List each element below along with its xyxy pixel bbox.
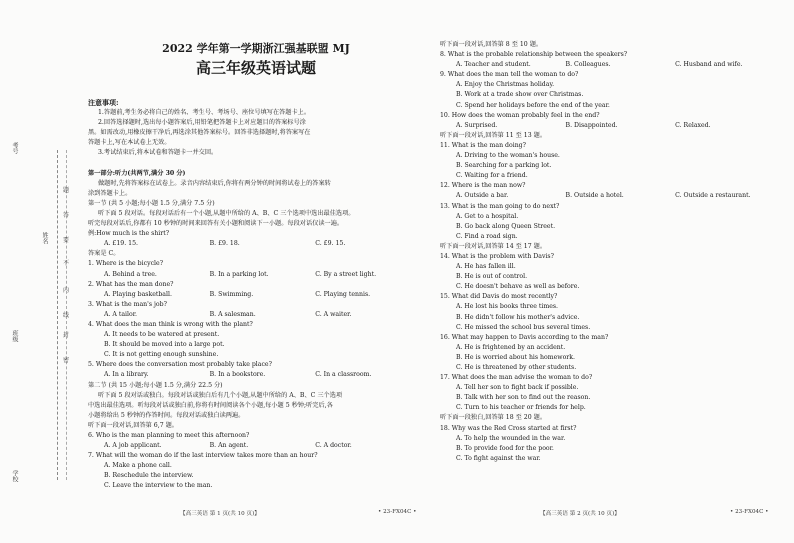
option: C. Spend her holidays before the end of the year. [456, 101, 610, 109]
question-list [440, 141, 788, 242]
option: C. A doctor. [315, 442, 352, 450]
section2-intro: 小题将给出 5 秒钟的作答时间。每段对话或独白读两遍。 [88, 411, 245, 419]
question-text: 7. What will the woman do if the last interview takes more than an hour? [88, 452, 318, 460]
option: C. A waiter. [315, 310, 352, 318]
binding-margin [0, 0, 72, 543]
footer-left-label: 【高三英语 第 1 页(共 10 页)】 [180, 511, 260, 517]
option: A. Playing basketball. [104, 290, 172, 298]
option: A. He lost his books three times. [456, 303, 559, 311]
left-column [88, 98, 424, 492]
option: B. In a bookstore. [209, 371, 266, 379]
question-text: 16. What may happen to Davis according to the man? [440, 333, 609, 341]
option: A. £19. 15. [104, 240, 138, 248]
section1-intro: 听完每段对话后,你都有 10 秒钟的时间来回答有关小题和阅读下一小题。每段对话仅读一遍。 [88, 220, 344, 228]
footer-right-label: 【高三英语 第 2 页(共 10 页)】 [540, 511, 620, 517]
option: C. He doesn't behave as well as before. [456, 283, 580, 291]
question-text: 15. What did Davis do most recently? [440, 293, 558, 301]
dialogue-intro: 听下面一段对话,回答第 6,7 题。 [88, 421, 178, 429]
section1-heading: 第一节 (共 5 小题;每小题 1.5 分,满分 7.5 分) [88, 199, 215, 207]
option: B. He didn't follow his mother's advice. [456, 313, 580, 321]
option: C. Leave the interview to the man. [104, 482, 213, 490]
option: A. Driving to the woman's house. [456, 152, 560, 160]
option: B. Outside a hotel. [565, 192, 624, 200]
options-row [88, 370, 424, 380]
option: B. Searching for a parking lot. [456, 162, 552, 170]
option: A. A tailor. [104, 310, 137, 318]
option: B. Colleagues. [565, 61, 611, 69]
notice-line: 答题卡上,写在本试卷上无效。 [88, 139, 171, 147]
option: B. He is out of control. [456, 273, 528, 281]
option: A. Behind a tree. [104, 270, 157, 278]
option: B. Disappointed. [565, 121, 618, 129]
question-text: 11. What is the man doing? [440, 141, 526, 149]
option: B. Go back along Queen Street. [456, 222, 556, 230]
question-text: 3. What is the man's job? [88, 300, 167, 308]
option: A. Make a phone call. [104, 462, 172, 470]
seal-char: 封 [63, 332, 70, 339]
seal-char: 题 [63, 187, 70, 194]
question-text: 14. What is the problem with Davis? [440, 252, 554, 260]
seal-char: 线 [63, 312, 70, 319]
option: C. To fight against the war. [456, 454, 541, 462]
option: C. He missed the school bus several times. [456, 323, 591, 331]
footer-left-code: • 23-FX04C • [378, 509, 417, 515]
part1-heading: 第一部分:听力(共两节,满分 30 分) [88, 169, 186, 177]
monologue-intro: 听下面一段独白,回答第 18 至 20 题。 [440, 414, 547, 422]
option: A. It needs to be watered at present. [104, 331, 220, 339]
question-text: 9. What does the man tell the woman to do? [440, 71, 579, 79]
option: A. In a library. [104, 371, 149, 379]
option: B. He is worried about his homework. [456, 353, 575, 361]
question-list [440, 424, 788, 464]
option: A. A job applicant. [104, 442, 162, 450]
option: C. Relaxed. [675, 121, 711, 129]
dialogue-intro: 听下面一段对话,回答第 14 至 17 题。 [440, 242, 547, 250]
option: A. He has fallen ill. [456, 263, 516, 271]
seal-char: 答 [63, 212, 70, 219]
example-options [88, 239, 424, 249]
option: B. Work at a trade show over Christmas. [456, 91, 584, 99]
question-text: 10. How does the woman probably feel in the end? [440, 111, 600, 119]
option: B. It should be moved into a large pot. [104, 341, 225, 349]
question-list [88, 259, 424, 380]
question-text: 18. Why was the Red Cross started at first? [440, 424, 577, 432]
options-row [88, 290, 424, 300]
right-column [440, 40, 788, 464]
options-row [440, 191, 788, 201]
seal-char: 密 [63, 357, 70, 364]
margin-label-name: 姓名 [41, 232, 48, 244]
question-text: 12. Where is the man now? [440, 182, 526, 190]
notice-line: 1.答题前,考生务必将自己的姓名、考生号、考场号、座位号填写在答题卡上。 [98, 109, 311, 117]
option: C. Turn to his teacher or friends for help. [456, 404, 586, 412]
dialogue-intro: 听下面一段对话,回答第 11 至 13 题。 [440, 131, 547, 139]
example-answer: 答案是 C。 [88, 250, 120, 258]
option: B. Reschedule the interview. [104, 472, 194, 480]
option: A. Teacher and student. [456, 61, 531, 69]
option: C. It is not getting enough sunshine. [104, 351, 219, 359]
options-row [440, 121, 788, 131]
question-list [440, 252, 788, 414]
option: C. He is threatened by other students. [456, 364, 577, 371]
option: C. Outside a restaurant. [675, 192, 751, 200]
option: C. By a street light. [315, 270, 377, 278]
option: A. Surprised. [456, 121, 498, 129]
question-text: 17. What does the man advise the woman to do? [440, 374, 593, 382]
seal-char: 内 [63, 287, 70, 294]
notice-line: 3.考试结束后,将本试卷和答题卡一并交回。 [98, 149, 218, 157]
option: C. Find a road sign. [456, 232, 518, 240]
option: C. In a classroom. [315, 371, 372, 379]
section2-heading: 第二节 (共 15 小题;每小题 1.5 分,满分 22.5 分) [88, 381, 223, 389]
question-text: 8. What is the probable relationship between the speakers? [440, 51, 628, 59]
option: B. A salesman. [209, 310, 256, 318]
option: C. Playing tennis. [315, 290, 371, 298]
option: B. In a parking lot. [209, 270, 269, 278]
notice-heading: 注意事项: [88, 98, 119, 107]
exam-title: 2022 学年第一学期浙江强基联盟 MJ [162, 42, 350, 55]
margin-label-school: 学校 [11, 470, 18, 482]
option: B. Swimming. [209, 290, 254, 298]
option: A. Get to a hospital. [456, 212, 519, 220]
option: B. An agent. [209, 442, 249, 450]
options-row [88, 441, 424, 451]
question-list [88, 431, 424, 492]
exam-subtitle: 高三年级英语试题 [195, 59, 316, 77]
question-text: 5. Where does the conversation most probably take place? [88, 361, 272, 369]
part1-intro: 做题时,先将答案标在试卷上。录音内容结束后,你将有两分钟的时间将试卷上的答案转 [98, 179, 331, 187]
option: C. Waiting for a friend. [456, 172, 528, 180]
footer-right-code: • 23-FX04C • [730, 509, 769, 515]
question-text: 2. What has the man done? [88, 280, 174, 288]
cut-line [57, 150, 58, 480]
question-text: 13. What is the man going to do next? [440, 202, 560, 210]
options-row [88, 270, 424, 280]
question-text: 4. What does the man think is wrong with the plant? [88, 320, 253, 328]
question-text: 1. Where is the bicycle? [88, 260, 164, 268]
section2-intro: 听下面 5 段对话或独白。每段对话或独白后有几个小题,从题中所给的 A、B、C 三个选项 [98, 391, 343, 399]
notice-line: 2.回答选择题时,选出每小题答案后,用铅笔把答题卡上对应题目的答案标号涂 [98, 119, 306, 127]
example-question: 例:How much is the shirt? [88, 230, 170, 238]
question-list [440, 50, 788, 131]
dialogue-intro: 听下面一段对话,回答第 8 至 10 题。 [440, 41, 543, 48]
option: B. To provide food for the poor. [456, 444, 554, 452]
question-text: 6. Who is the man planning to meet this afternoon? [88, 432, 250, 439]
part1-intro: 涂到答题卡上。 [88, 189, 132, 197]
option: A. Outside a bar. [456, 192, 509, 200]
seal-char: 不 [63, 260, 70, 267]
option: A. To help the wounded in the war. [456, 434, 566, 442]
notice-line: 黑。如需改动,用橡皮擦干净后,再选涂其他答案标号。回答非选择题时,将答案写在 [88, 129, 311, 137]
option: A. He is frightened by an accident. [456, 343, 566, 351]
margin-label-exam-no: 考号 [11, 142, 18, 154]
option: C. £9. 15. [315, 240, 346, 248]
option: A. Enjoy the Christmas holiday. [456, 81, 555, 89]
options-row [440, 60, 788, 70]
options-row [88, 310, 424, 320]
option: B. Talk with her son to find out the reason. [456, 394, 591, 402]
section2-intro: 中选出最佳选项。听每段对话或独白前,你将有时间阅读各个小题,每小题 5 秒钟;听完后,各 [88, 401, 333, 409]
margin-label-class: 班级 [11, 330, 18, 342]
seal-char: 要 [63, 237, 70, 244]
section1-intro: 听下面 5 段对话。每段对话后有一个小题,从题中所给的 A、B、C 三个选项中选出最佳选项。 [98, 209, 355, 217]
option: B. £9. 18. [209, 240, 240, 248]
option: A. Tell her son to fight back if possible. [456, 384, 579, 392]
option: C. Husband and wife. [675, 61, 743, 69]
